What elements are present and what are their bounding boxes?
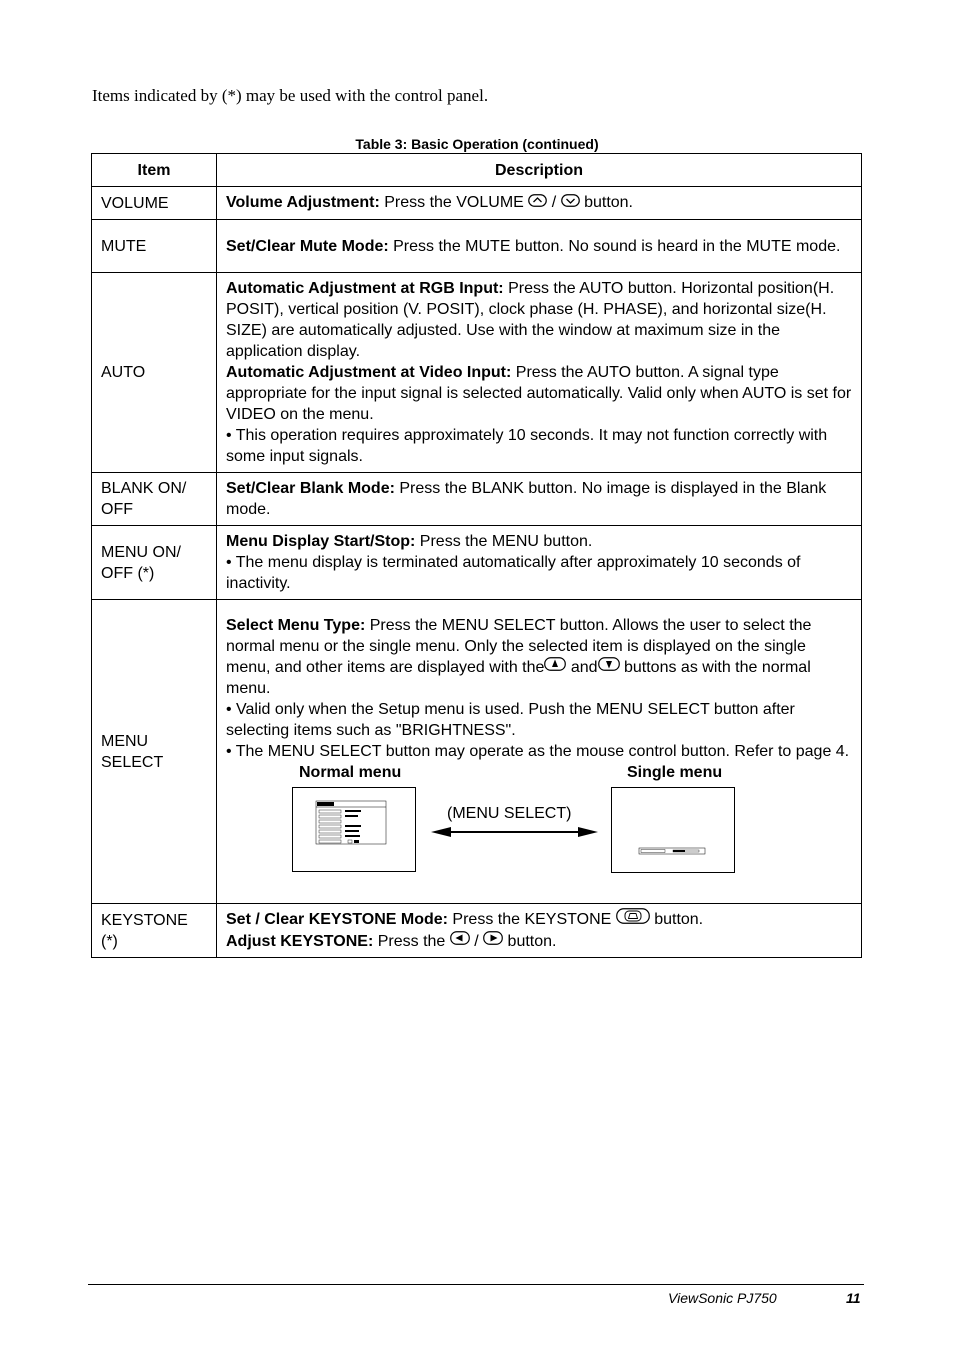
desc-title: Volume Adjustment: (226, 194, 380, 212)
desc-note: • The menu display is terminated automatically after approximately 10 seconds of inactivity. (226, 554, 801, 592)
double-arrow-icon (431, 825, 598, 839)
item-cell: KEYSTONE (*) (92, 904, 217, 958)
single-menu-label: Single menu (627, 764, 723, 782)
footer-divider (88, 1284, 864, 1285)
header-item: Item (92, 154, 217, 187)
description-cell: Set/Clear Mute Mode: Press the MUTE button. No sound is heard in the MUTE mode. (217, 220, 862, 273)
desc-title: Set / Clear KEYSTONE Mode: (226, 911, 448, 929)
item-cell: MUTE (92, 220, 217, 273)
desc-title: Set/Clear Mute Mode: (226, 237, 389, 255)
page-number: 11 (846, 1290, 861, 1306)
description-cell: Menu Display Start/Stop: Press the MENU button. • The menu display is terminated automatically after approximately 10 seconds of inactivity. (217, 526, 862, 600)
down-arrow-button-icon (598, 656, 620, 677)
desc-title: Set/Clear Blank Mode: (226, 480, 395, 497)
right-arrow-button-icon (483, 930, 503, 951)
desc-title: Select Menu Type: (226, 616, 366, 634)
volume-down-icon (561, 192, 580, 213)
table-row-menu-select (92, 600, 862, 904)
desc-note: • The MENU SELECT button may operate as the mouse control button. Refer to page 4. (226, 743, 850, 761)
item-cell: AUTO (92, 273, 217, 473)
single-menu-screen (611, 787, 735, 873)
normal-menu-label: Normal menu (299, 764, 402, 782)
normal-menu-screen (292, 787, 416, 872)
normal-menu-thumbnail (293, 788, 414, 870)
table-row-volume (92, 187, 862, 220)
description-cell: Select Menu Type: Press the MENU SELECT button. Allows the user to select the normal menu or the single menu. Only the selected item is displayed on the single menu, and other items are displayed with the and buttons as with the normal menu. • Valid only when the Setup menu is used. Push the MENU SELECT button after selecting items such as "BRIGHTNESS". • The MENU SELECT button may operate as the mouse control button. Refer to page 4. Normal menu Single menu (MENU SELECT) (217, 600, 862, 904)
table-row-menu (92, 526, 862, 600)
desc-title: Automatic Adjustment at RGB Input: (226, 280, 504, 297)
desc-title: Adjust KEYSTONE: (226, 932, 374, 950)
desc-title: Menu Display Start/Stop: (226, 533, 416, 550)
single-menu-thumbnail (612, 788, 733, 871)
description-cell: Automatic Adjustment at RGB Input: Press the AUTO button. Horizontal position(H. POSIT), vertical position (V. POSIT), clock phase (H. PHASE), and horizontal size(H. SIZE) are automatically adjusted. Use with the window at maximum size in the application display. Automatic Adjustment at Video Input: Press the AUTO button. A signal type appropriate for the input signal is selected automatically. Valid only when AUTO is set for VIDEO on the menu. • This operation requires approximately 10 seconds. It may not function correctly with some input signals. (217, 273, 862, 473)
keystone-button-icon (616, 908, 650, 930)
footer-brand: ViewSonic PJ750 (668, 1290, 777, 1306)
description-cell: Volume Adjustment: Press the VOLUME / button. (217, 187, 862, 220)
item-cell: MENU SELECT (92, 600, 217, 904)
item-cell: MENU ON/ OFF (*) (92, 526, 217, 600)
volume-up-icon (528, 192, 547, 213)
desc-note: • This operation requires approximately 10 seconds. It may not function correctly with some input signals. (226, 427, 828, 465)
item-cell: VOLUME (92, 187, 217, 220)
left-arrow-button-icon (450, 930, 470, 951)
desc-title: Automatic Adjustment at Video Input: (226, 364, 512, 381)
description-cell: Set/Clear Blank Mode: Press the BLANK button. No image is displayed in the Blank mode. (217, 473, 862, 526)
desc-note: • Valid only when the Setup menu is used. Push the MENU SELECT button after selecting items such as "BRIGHTNESS". (226, 701, 795, 740)
up-arrow-button-icon (544, 656, 566, 677)
menu-select-label: (MENU SELECT) (447, 805, 572, 823)
menu-select-figure (226, 762, 852, 888)
description-cell: Set / Clear KEYSTONE Mode: Press the KEYSTONE button. Adjust KEYSTONE: Press the / button. (217, 904, 862, 958)
header-description: Description (217, 154, 862, 187)
intro-text: Items indicated by (*) may be used with the control panel. (92, 86, 489, 105)
table-row-mute (92, 220, 862, 273)
table-header-row (92, 154, 862, 187)
table-caption: Table 3: Basic Operation (continued) (355, 136, 599, 152)
item-cell: BLANK ON/ OFF (92, 473, 217, 526)
table-row-auto (92, 273, 862, 473)
table-row-blank (92, 473, 862, 526)
table-row-keystone (92, 904, 862, 958)
basic-operation-table (91, 153, 862, 958)
